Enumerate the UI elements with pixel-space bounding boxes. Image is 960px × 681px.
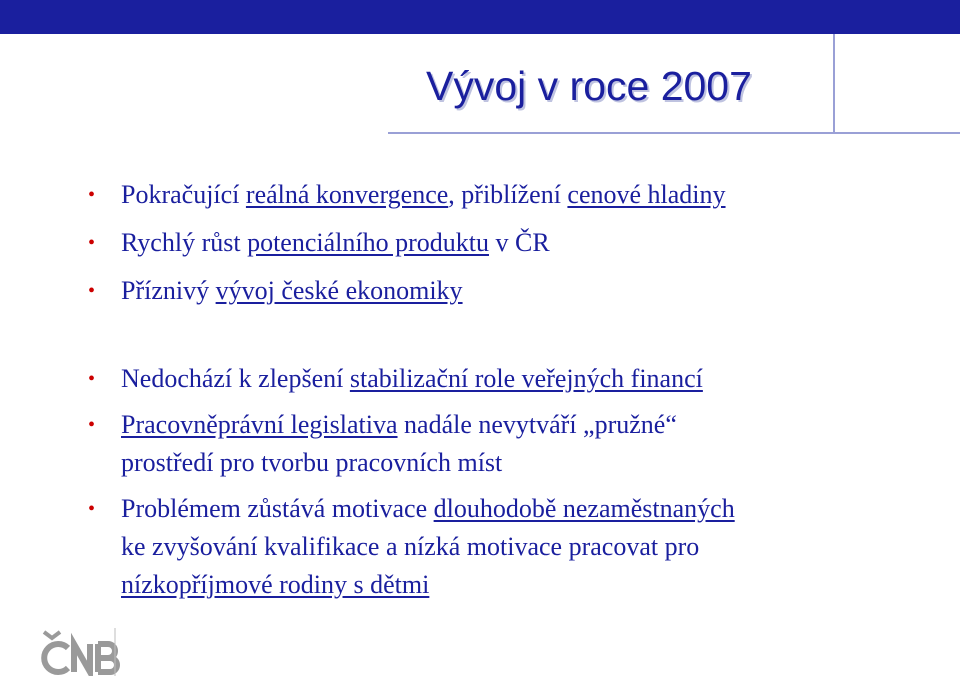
header-bar	[0, 0, 960, 34]
bullet-text: v ČR	[488, 228, 550, 257]
bullet-item	[88, 272, 463, 310]
bullet-icon: •	[88, 280, 96, 302]
bullet-link[interactable]: potenciálního produktu	[247, 228, 489, 257]
bullet-link[interactable]: reálná konvergence	[245, 180, 449, 209]
title-divider-vertical	[833, 34, 835, 132]
bullet-line	[121, 490, 735, 528]
bullet-text: Příznivý	[121, 276, 216, 305]
bullet-item	[88, 406, 677, 482]
bullet-text: Problémem zůstává motivace	[121, 494, 434, 523]
bullet-line	[121, 272, 463, 310]
bullet-item	[88, 360, 703, 398]
bullet-link[interactable]: stabilizační role veřejných financí	[349, 364, 703, 393]
bullet-item	[88, 490, 735, 604]
bullet-text: prostředí pro tvorbu pracovních míst	[121, 448, 503, 477]
bullet-icon: •	[88, 232, 96, 254]
slide-title: Vývoj v roce 2007	[426, 63, 752, 109]
bullet-text: Rychlý růst	[121, 228, 248, 257]
bullet-link[interactable]: vývoj české ekonomiky	[215, 276, 463, 305]
bullet-icon: •	[88, 368, 96, 390]
bullet-item	[88, 224, 550, 262]
bullet-link[interactable]: dlouhodobě nezaměstnaných	[433, 494, 735, 523]
bullet-text: nadále nevytváří „pružné“	[397, 410, 677, 439]
bullet-line	[121, 444, 677, 482]
bullet-line	[121, 566, 735, 604]
bullet-link[interactable]: nízkopříjmové rodiny s dětmi	[121, 570, 430, 599]
bullet-text: Pokračující	[121, 180, 246, 209]
bullet-text: , přiblížení	[448, 180, 568, 209]
bullet-line	[121, 224, 550, 262]
bullet-link[interactable]: Pracovněprávní legislativa	[121, 410, 398, 439]
bullet-icon: •	[88, 414, 96, 436]
bullet-line	[121, 360, 703, 398]
cnb-logo-icon	[38, 628, 124, 676]
title-divider-horizontal	[388, 132, 960, 134]
bullet-line	[121, 406, 677, 444]
bullet-link[interactable]: cenové hladiny	[567, 180, 726, 209]
bullet-line	[121, 528, 735, 566]
bullet-text: Nedochází k zlepšení	[121, 364, 350, 393]
bullet-text: ke zvyšování kvalifikace a nízká motivace pracovat pro	[121, 532, 700, 561]
bullet-icon: •	[88, 184, 96, 206]
bullet-icon: •	[88, 498, 96, 520]
bullet-item	[88, 176, 726, 214]
bullet-line	[121, 176, 726, 214]
